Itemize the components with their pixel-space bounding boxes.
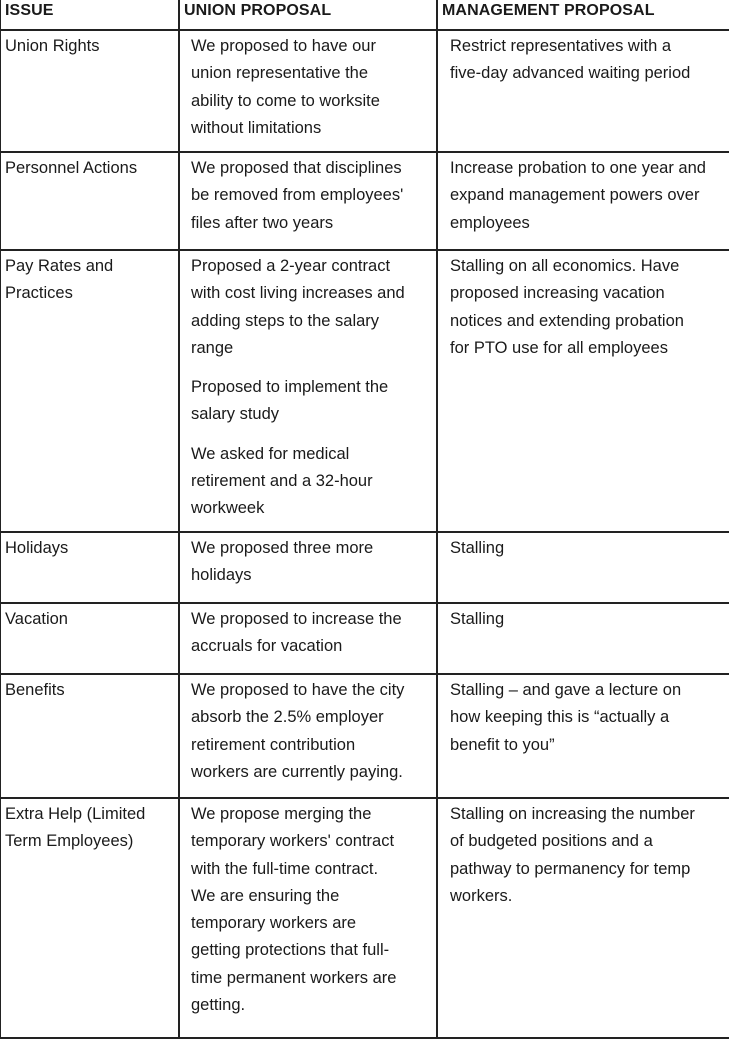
issue-text-line: Extra Help (Limited [5, 805, 146, 823]
management-proposal-text-line: expand management powers over [450, 186, 700, 205]
management-proposal-text-line: notices and extending probation [450, 311, 684, 330]
issue-text-line: Term Employees) [5, 832, 134, 851]
union-proposal-text-line: without limitations [191, 118, 322, 137]
union-proposal-cell [179, 532, 437, 603]
issue-cell [0, 674, 179, 798]
management-proposal-text-line: Stalling [450, 610, 505, 628]
union-proposal-text-line: files after two years [191, 213, 334, 232]
union-proposal-text-line: We asked for medical [191, 444, 350, 463]
management-proposal-text-line: Restrict representatives with a [450, 37, 672, 55]
management-proposal-cell [437, 798, 729, 1038]
union-proposal-text-line: with cost living increases and [191, 284, 405, 303]
union-proposal-text-line: Proposed to implement the [191, 378, 389, 397]
table-row [0, 603, 729, 674]
table-row [0, 152, 729, 250]
union-proposal-paragraph [191, 801, 432, 1019]
management-proposal-cell [437, 152, 729, 250]
union-proposal-paragraph [191, 155, 432, 237]
union-proposal-text-line: retirement and a 32-hour [191, 472, 373, 491]
union-proposal-paragraph [191, 253, 432, 362]
union-proposal-text-line: ability to come to worksite [191, 91, 380, 110]
union-proposal-paragraph [191, 535, 432, 590]
issue-text-line: Benefits [5, 681, 65, 699]
issue-cell [0, 152, 179, 250]
management-proposal-cell [437, 603, 729, 674]
union-proposal-text-line: salary study [191, 405, 280, 424]
table-row [0, 798, 729, 1038]
union-proposal-paragraph [191, 441, 432, 523]
issue-text-line: Practices [5, 284, 73, 303]
management-proposal-text-line: benefit to you” [450, 735, 555, 754]
union-proposal-text-line: be removed from employees' [191, 186, 404, 205]
management-proposal-text-line: how keeping this is “actually a [450, 708, 670, 727]
issue-cell [0, 532, 179, 603]
issue-cell [0, 250, 179, 532]
management-proposal-cell [437, 250, 729, 532]
management-proposal-text-line: employees [450, 213, 530, 232]
union-proposal-text-line: We proposed to have our [191, 37, 376, 55]
union-proposal-text-line: workweek [191, 499, 265, 518]
union-proposal-cell [179, 30, 437, 152]
header-row [0, 0, 729, 30]
union-proposal-text-line: absorb the 2.5% employer [191, 708, 384, 727]
union-proposal-text-line: We proposed that disciplines [191, 159, 402, 177]
union-proposal-paragraph [191, 374, 432, 429]
union-proposal-text-line: We are ensuring the [191, 886, 340, 905]
management-proposal-text-line: of budgeted positions and a [450, 832, 653, 851]
union-proposal-text-line: adding steps to the salary [191, 311, 380, 330]
union-proposal-text-line: temporary workers' contract [191, 832, 395, 851]
management-proposal-text-line: Stalling [450, 539, 505, 557]
union-proposal-text-line: with the full-time contract. [191, 859, 379, 878]
issue-cell [0, 603, 179, 674]
table-row [0, 250, 729, 532]
union-proposal-paragraph [191, 677, 432, 786]
management-proposal-text-line: Stalling – and gave a lecture on [450, 681, 682, 699]
header-management-proposal: MANAGEMENT PROPOSAL [437, 0, 729, 30]
union-proposal-cell [179, 603, 437, 674]
management-proposal-text-line: proposed increasing vacation [450, 284, 665, 303]
union-proposal-text-line: temporary workers are [191, 914, 357, 933]
union-proposal-text-line: We proposed three more [191, 539, 374, 557]
union-proposal-text-line: union representative the [191, 64, 369, 83]
union-proposal-text-line: Proposed a 2-year contract [191, 257, 391, 275]
union-proposal-cell [179, 798, 437, 1038]
management-proposal-text-line: Stalling on increasing the number [450, 805, 695, 823]
management-proposal-text-line: pathway to permanency for temp [450, 859, 691, 878]
union-proposal-text-line: getting. [191, 996, 246, 1015]
union-proposal-cell [179, 152, 437, 250]
issue-text-line: Union Rights [5, 37, 100, 55]
issue-cell [0, 798, 179, 1038]
header-issue: ISSUE [0, 0, 179, 30]
union-proposal-text-line: We proposed to have the city [191, 681, 405, 699]
union-proposal-text-line: We propose merging the [191, 805, 372, 823]
header-union-proposal: UNION PROPOSAL [179, 0, 437, 30]
union-proposal-text-line: time permanent workers are [191, 968, 397, 987]
management-proposal-text-line: workers. [450, 886, 513, 905]
union-proposal-text-line: range [191, 338, 234, 357]
union-proposal-cell [179, 674, 437, 798]
union-proposal-text-line: holidays [191, 566, 252, 585]
issue-text-line: Holidays [5, 539, 69, 557]
management-proposal-cell [437, 674, 729, 798]
management-proposal-cell [437, 532, 729, 603]
management-proposal-text-line: Stalling on all economics. Have [450, 257, 680, 275]
union-proposal-cell [179, 250, 437, 532]
management-proposal-cell [437, 30, 729, 152]
management-proposal-text-line: five-day advanced waiting period [450, 64, 691, 83]
union-proposal-text-line: retirement contribution [191, 735, 356, 754]
union-proposal-text-line: getting protections that full- [191, 941, 390, 960]
union-proposal-paragraph [191, 33, 432, 142]
union-proposal-text-line: We proposed to increase the [191, 610, 402, 628]
union-proposal-text-line: accruals for vacation [191, 637, 343, 656]
table-row [0, 532, 729, 603]
management-proposal-text-line: for PTO use for all employees [450, 338, 668, 357]
issue-text-line: Pay Rates and [5, 257, 114, 275]
table-row [0, 674, 729, 798]
table-row [0, 30, 729, 152]
issue-text-line: Personnel Actions [5, 159, 138, 177]
issue-cell [0, 30, 179, 152]
union-proposal-text-line: workers are currently paying. [191, 762, 403, 781]
management-proposal-text-line: Increase probation to one year and [450, 159, 706, 177]
issue-text-line: Vacation [5, 610, 68, 628]
union-proposal-paragraph [191, 606, 432, 661]
